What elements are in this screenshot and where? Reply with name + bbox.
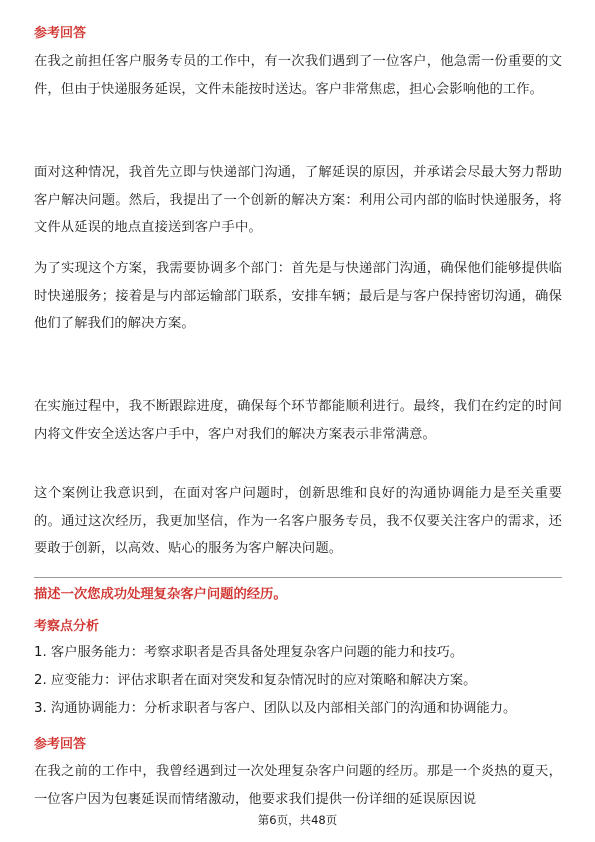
page-number: 第6页，共48页: [257, 813, 338, 827]
analysis-item-3: 3. 沟通协调能力：分析求职者与客户、团队以及内部相关部门的沟通和协调能力。: [34, 701, 517, 716]
interview-question: 描述一次您成功处理复杂客户问题的经历。: [34, 587, 287, 602]
answer-paragraph-3: 为了实现这个方案，我需要协调多个部门：首先是与快递部门沟通，确保他们能够提供临时快递服务；接着是与内部运输部门联系，安排车辆；最后是与客户保持密切沟通，确保他们了解我们的解决方案。: [34, 261, 562, 331]
section-divider: [34, 577, 562, 578]
answer-heading-2: 参考回答: [34, 737, 87, 752]
answer-paragraph-2: 面对这种情况，我首先立即与快递部门沟通，了解延误的原因，并承诺会尽最大努力帮助客户解决问题。然后，我提出了一个创新的解决方案：利用公司内部的临时快递服务，将文件从延误的地点直接送到客户手中。: [34, 165, 562, 235]
answer-heading: 参考回答: [34, 26, 87, 41]
analysis-heading: 考察点分析: [34, 619, 100, 634]
answer-paragraph-4: 在实施过程中，我不断跟踪进度，确保每个环节都能顺利进行。最终，我们在约定的时间内将文件安全送达客户手中，客户对我们的解决方案表示非常满意。: [34, 399, 562, 442]
analysis-item-1: 1. 客户服务能力：考察求职者是否具备处理复杂客户问题的能力和技巧。: [34, 645, 464, 660]
answer-paragraph-5: 这个案例让我意识到，在面对客户问题时，创新思维和良好的沟通协调能力是至关重要的。通过这次经历，我更加坚信，作为一名客户服务专员，我不仅要关注客户的需求，还要敢于创新，以高效、贴心的服务为客户解决问题。: [34, 486, 562, 556]
analysis-item-2: 2. 应变能力：评估求职者在面对突发和复杂情况时的应对策略和解决方案。: [34, 673, 477, 688]
answer-paragraph-6: 在我之前的工作中，我曾经遇到过一次处理复杂客户问题的经历。那是一个炎热的夏天，一位客户因为包裹延误而情绪激动，他要求我们提供一份详细的延误原因说: [34, 764, 562, 807]
answer-paragraph-1: 在我之前担任客户服务专员的工作中，有一次我们遇到了一位客户，他急需一份重要的文件，但由于快递服务延误，文件未能按时送达。客户非常焦虑，担心会影响他的工作。: [34, 54, 562, 97]
